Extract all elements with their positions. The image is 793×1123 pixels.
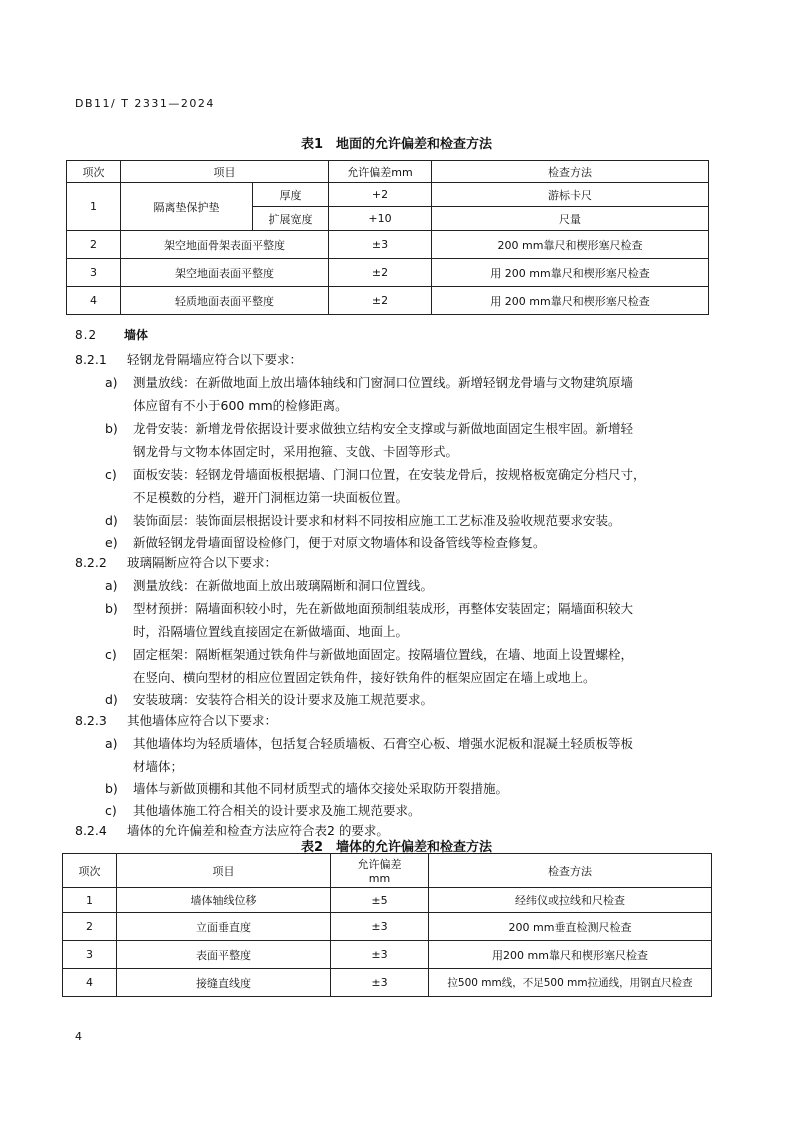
table-row	[67, 259, 709, 287]
table-row	[67, 183, 709, 207]
row-tolerance: ±3	[331, 913, 429, 941]
row-item: 墙体轴线位移	[117, 888, 331, 913]
list-text: 在竖向、横向型材的相应位置固定铁角件，接好铁角件的框架应固定在墙上或地上。	[133, 670, 596, 685]
list-text: 墙体与新做顶棚和其他不同材质型式的墙体交接处采取防开裂措施。	[133, 781, 509, 796]
table2-header-row	[63, 854, 712, 888]
row-tolerance: ±3	[329, 231, 432, 259]
section-number: 8.2	[75, 328, 98, 342]
table-row	[67, 287, 709, 315]
row-tolerance: +10	[329, 207, 432, 231]
row-method: 用200 mm靠尺和楔形塞尺检查	[429, 941, 712, 969]
row-item: 架空地面骨架表面平整度	[121, 231, 329, 259]
row-item: 轻质地面表面平整度	[121, 287, 329, 315]
row-method: 尺量	[432, 207, 709, 231]
table1-header-index: 项次	[67, 161, 121, 183]
row-method: 200 mm靠尺和楔形塞尺检查	[432, 231, 709, 259]
row-index: 4	[67, 287, 121, 315]
row-item: 接缝直线度	[117, 969, 331, 997]
row-index: 3	[67, 259, 121, 287]
list-marker: c)	[105, 467, 117, 482]
list-marker: b)	[105, 781, 118, 796]
row-tolerance: ±2	[329, 259, 432, 287]
list-text: 固定框架：隔断框架通过铁角件与新做地面固定。按隔墙位置线，在墙、地面上设置螺栓，	[133, 647, 634, 662]
row-index: 2	[67, 231, 121, 259]
table1-header-item: 项目	[121, 161, 329, 183]
header-line: 允许偏差	[357, 858, 402, 871]
list-text: 龙骨安装：新增龙骨依据设计要求做独立结构安全支撑或与新做地面固定生根牢固。新增轻	[133, 421, 634, 436]
clause-text: 其他墙体应符合以下要求：	[127, 713, 278, 728]
clause-8-2-2	[75, 552, 277, 574]
clause-number: 8.2.2	[75, 555, 107, 570]
list-marker: a)	[105, 375, 118, 390]
row-item: 立面垂直度	[117, 913, 331, 941]
list-text: 面板安装：轻钢龙骨墙面板根据墙、门洞口位置，在安装龙骨后，按规格板宽确定分档尺寸，	[133, 467, 646, 482]
row-index: 1	[63, 888, 117, 913]
list-text: 体应留有不小于600 mm的检修距离。	[133, 398, 348, 413]
list-marker: c)	[105, 803, 117, 818]
list-text: 型材预拼：隔墙面积较小时，先在新做地面预制组装成形，再整体安装固定；隔墙面积较大	[133, 601, 634, 616]
row-sub-item: 厚度	[253, 183, 329, 207]
page-number: 4	[75, 1030, 82, 1043]
header-unit: mm	[368, 872, 391, 885]
table2-header-item: 项目	[117, 854, 331, 888]
table-row	[63, 941, 712, 969]
row-method: 拉500 mm线，不足500 mm拉通线，用钢直尺检查	[429, 969, 712, 997]
section-heading	[75, 326, 148, 343]
row-tolerance: ±3	[331, 969, 429, 997]
list-text: 时，沿隔墙位置线直接固定在新做墙面、地面上。	[133, 624, 409, 639]
table1-header-method: 检查方法	[432, 161, 709, 183]
table2	[62, 853, 712, 997]
table1-header-tolerance: 允许偏差mm	[329, 161, 432, 183]
row-method: 经纬仪或拉线和尺检查	[429, 888, 712, 913]
row-index: 1	[67, 183, 121, 231]
table-row	[63, 969, 712, 997]
row-tolerance: +2	[329, 183, 432, 207]
table2-header-tolerance	[331, 854, 429, 888]
list-marker: e)	[105, 535, 118, 550]
clause-number: 8.2.1	[75, 352, 107, 367]
table1-header-row	[67, 161, 709, 183]
list-text: 测量放线：在新做地面上放出墙体轴线和门窗洞口位置线。新增轻钢龙骨墙与文物建筑原墙	[133, 375, 634, 390]
list-text: 其他墙体均为轻质墙体，包括复合轻质墙板、石膏空心板、增强水泥板和混凝土轻质板等板	[133, 736, 634, 751]
list-text: 材墙体；	[133, 759, 184, 774]
table1	[66, 160, 709, 315]
standard-number: DB11/ T 2331—2024	[75, 97, 215, 110]
clause-8-2-3	[75, 710, 277, 732]
table-row	[63, 888, 712, 913]
list-text: 其他墙体施工符合相关的设计要求及施工规范要求。	[133, 803, 421, 818]
table1-caption: 表1 地面的允许偏差和检查方法	[300, 137, 493, 152]
row-index: 2	[63, 913, 117, 941]
row-item: 表面平整度	[117, 941, 331, 969]
list-marker: b)	[105, 601, 118, 616]
list-text: 测量放线：在新做地面上放出玻璃隔断和洞口位置线。	[133, 578, 434, 593]
list-marker: b)	[105, 421, 118, 436]
row-method: 用 200 mm靠尺和楔形塞尺检查	[432, 287, 709, 315]
list-marker: c)	[105, 647, 117, 662]
row-tolerance: ±3	[331, 941, 429, 969]
clause-text: 墙体的允许偏差和检查方法应符合表2 的要求。	[127, 823, 389, 838]
table-row	[67, 231, 709, 259]
clause-number: 8.2.3	[75, 713, 107, 728]
section-title: 墙体	[124, 328, 149, 342]
row-item-group: 隔离垫保护垫	[121, 183, 253, 231]
row-method: 游标卡尺	[432, 183, 709, 207]
list-marker: d)	[105, 692, 118, 707]
row-method: 用 200 mm靠尺和楔形塞尺检查	[432, 259, 709, 287]
table2-header-index: 项次	[63, 854, 117, 888]
table2-caption: 表2 墙体的允许偏差和检查方法	[300, 840, 493, 855]
row-item: 架空地面表面平整度	[121, 259, 329, 287]
list-marker: a)	[105, 578, 118, 593]
clause-8-2-1	[75, 349, 302, 371]
list-text: 安装玻璃：安装符合相关的设计要求及施工规范要求。	[133, 692, 434, 707]
clause-text: 玻璃隔断应符合以下要求：	[127, 555, 278, 570]
list-marker: a)	[105, 736, 118, 751]
clause-text: 轻钢龙骨隔墙应符合以下要求：	[127, 352, 303, 367]
row-tolerance: ±5	[331, 888, 429, 913]
list-text: 新做轻钢龙骨墙面留设检修门，便于对原文物墙体和设备管线等检查修复。	[133, 535, 546, 550]
list-text: 钢龙骨与文物本体固定时，采用抱箍、支戗、卡固等形式。	[133, 444, 459, 459]
row-index: 4	[63, 969, 117, 997]
clause-number: 8.2.4	[75, 823, 107, 838]
table-row	[63, 913, 712, 941]
list-marker: d)	[105, 513, 118, 528]
row-tolerance: ±2	[329, 287, 432, 315]
table2-header-method: 检查方法	[429, 854, 712, 888]
list-text: 不足模数的分档，避开门洞框边第一块面板位置。	[133, 490, 409, 505]
row-index: 3	[63, 941, 117, 969]
row-method: 200 mm垂直检测尺检查	[429, 913, 712, 941]
row-sub-item: 扩展宽度	[253, 207, 329, 231]
list-text: 装饰面层：装饰面层根据设计要求和材料不同按相应施工工艺标准及验收规范要求安装。	[133, 513, 621, 528]
